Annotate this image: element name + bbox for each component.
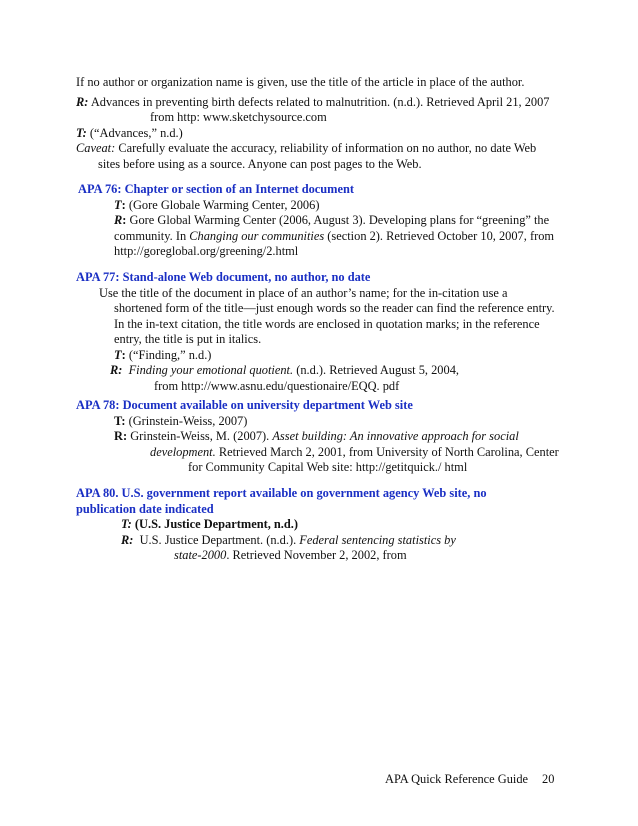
- intro-citation: [76, 126, 576, 142]
- citation-text: (Gore Globale Warming Center, 2006): [128, 197, 320, 212]
- apa76-reference-line2: community. In Changing our communities (section 2). Retrieved October 10, 2007, from: [114, 228, 555, 243]
- citation-text: (U.S. Justice Department, n.d.): [134, 517, 299, 531]
- document-title: Asset building: An innovative approach for social: [272, 429, 519, 443]
- reference-text: Advances in preventing birth defects related to malnutrition. (n.d.). Retrieved April 21, 2007: [90, 94, 550, 109]
- apa77-paragraph-line: shortened form of the title—just enough words so the reader can find the reference entry.: [114, 301, 555, 315]
- reference-label: R:: [76, 94, 89, 109]
- citation-label: T:: [76, 125, 87, 140]
- reference-continuation: from http: www.sketchysource.com: [150, 110, 327, 124]
- apa77-citation: T: (“Finding,” n.d.): [114, 347, 212, 362]
- document-title: Federal sentencing statistics by: [299, 532, 456, 547]
- citation-label: T:: [114, 413, 126, 428]
- caveat-continuation: sites before using as a source. Anyone can post pages to the Web.: [98, 156, 422, 171]
- intro-text: If no author or organization name is given, use the title of the article in place of the author.: [76, 75, 525, 89]
- caveat: [76, 141, 576, 157]
- apa76-section: [76, 182, 576, 260]
- intro-section: [76, 75, 576, 172]
- reference-label: R:: [121, 532, 134, 547]
- footer-guide-title: APA Quick Reference Guide: [385, 772, 529, 786]
- apa78-reference-url: for Community Capital Web site: http://getitquick./ html: [188, 460, 468, 474]
- apa78-reference-line2: development. Retrieved March 2, 2001, from University of North Carolina, Center: [150, 444, 559, 459]
- apa76-citation: T: (Gore Globale Warming Center, 2006): [114, 197, 320, 212]
- citation-label: T: [114, 347, 122, 362]
- intro-reference: [76, 95, 576, 111]
- citation-text: (“Finding,” n.d.): [128, 347, 212, 362]
- citation-label: T: [114, 197, 122, 212]
- apa78-section: [76, 398, 576, 476]
- apa77-heading: APA 77: Stand-alone Web document, no author, no date: [76, 270, 371, 284]
- apa77-section: [76, 270, 576, 394]
- document-title: Finding your emotional quotient.: [128, 363, 294, 377]
- citation-text: (Grinstein-Weiss, 2007): [128, 413, 248, 428]
- apa77-reference: R: Finding your emotional quotient. (n.d.). Retrieved August 5, 2004,: [110, 363, 459, 377]
- apa78-citation: [76, 414, 576, 430]
- apa77-reference-url: from http://www.asnu.edu/questionaire/EQQ. pdf: [154, 378, 400, 393]
- apa77-paragraph-line: entry, the title is put in italics.: [114, 332, 262, 346]
- book-title: Changing our communities: [189, 228, 325, 243]
- apa80-citation: [76, 517, 576, 533]
- citation-text: (“Advances,” n.d.): [89, 125, 183, 140]
- page-number: 20: [542, 772, 555, 786]
- reference-label: R:: [114, 429, 128, 443]
- apa80-reference: R: U.S. Justice Department. (n.d.). Federal sentencing statistics by: [121, 532, 456, 547]
- apa80-heading-line2: publication date indicated: [76, 501, 214, 516]
- caveat-label: Caveat:: [76, 141, 116, 155]
- apa76-reference-url: http://goreglobal.org/greening/2.html: [114, 244, 299, 258]
- apa76-reference: R: Gore Global Warming Center (2006, August 3). Developing plans for “greening” the: [114, 213, 550, 227]
- caveat-text: Carefully evaluate the accuracy, reliability of information on no author, no date Web: [118, 141, 537, 155]
- apa80-section: [76, 486, 576, 564]
- citation-label: T:: [121, 517, 132, 531]
- apa80-heading: APA 80. U.S. government report available on government agency Web site, no: [76, 486, 487, 500]
- reference-label: R: [114, 213, 123, 227]
- apa77-paragraph-line: In the in-text citation, the title words are enclosed in quotation marks; in the reference: [114, 316, 540, 331]
- apa77-paragraph-line: Use the title of the document in place of an author’s name; for the in-citation use a: [99, 285, 508, 300]
- apa78-heading: APA 78: Document available on university department Web site: [76, 398, 413, 412]
- apa78-reference: R: Grinstein-Weiss, M. (2007). Asset building: An innovative approach for social: [114, 429, 519, 443]
- apa76-heading: APA 76: Chapter or section of an Internet document: [78, 182, 355, 196]
- reference-text: Gore Global Warming Center (2006, August 3). Developing plans for “greening” the: [129, 213, 550, 227]
- page-footer: [385, 772, 554, 788]
- apa80-reference-line2: state-2000. Retrieved November 2, 2002, from: [174, 548, 407, 562]
- reference-label: R:: [110, 363, 123, 377]
